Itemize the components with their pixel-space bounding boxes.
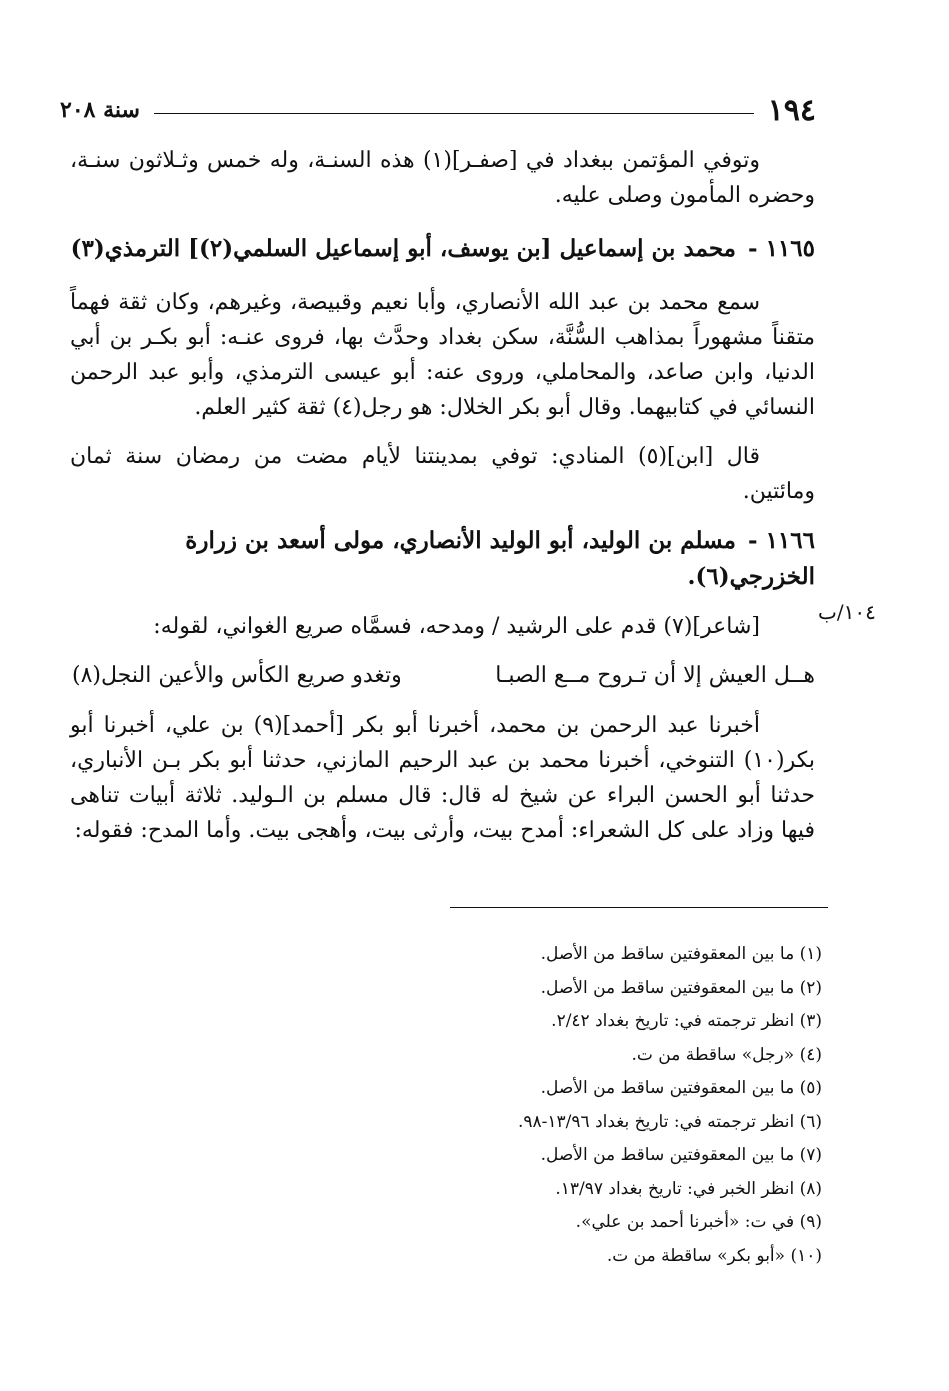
footnote: (٥) ما بين المعقوفتين ساقط من الأصل. (540, 1078, 822, 1098)
entry-number: ١١٦٦ - (748, 527, 815, 554)
footnote: (١) ما بين المعقوفتين ساقط من الأصل. (540, 944, 822, 964)
footnote: (٤) «رجل» ساقطة من ت. (631, 1044, 822, 1065)
footnote: (٩) في ت: «أخبرنا أحمد بن علي». (575, 1212, 822, 1232)
page-number: ١٩٤ (767, 92, 816, 128)
poem-verse (70, 658, 815, 694)
verse-second-hemistich: وتغدو صريع الكأس والأعين النجل(٨) (72, 663, 402, 688)
paragraph: قال [ابن](٥) المنادي: توفي بمدينتنا لأيام مضت من رمضان سنة ثمان ومائتين. (70, 444, 815, 504)
footnotes (300, 938, 822, 1273)
footnote-separator (450, 907, 828, 908)
running-header (60, 90, 816, 130)
year-label: سنة ٢٠٨ (60, 97, 140, 123)
entry-title: مسلم بن الوليد، أبو الوليد الأنصاري، مولى أسعد بن زرارة الخزرجي(٦). (185, 527, 815, 590)
paragraph: وتوفي المؤتمن ببغداد في [صفـر](١) هذه السنـة، وله خمس وثـلاثون سنـة، وحضره المأمون وصلى عليه. (70, 148, 815, 208)
entry-title: محمد بن إسماعيل [بن يوسف، أبو إسماعيل السلمي(٢)] الترمذي(٣) (70, 235, 736, 262)
main-text (70, 143, 815, 848)
paragraph: [شاعر](٧) قدم على الرشيد / ومدحه، فسمَّاه صريع الغواني، لقوله: (153, 614, 760, 639)
manuscript-folio-ref: ١٠٤/ب (818, 600, 876, 624)
footnote: (٢) ما بين المعقوفتين ساقط من الأصل. (540, 977, 822, 998)
verse-first-hemistich: هــل العيش إلا أن تـروح مــع الصبـا (495, 663, 815, 688)
footnote: (٦) انظر ترجمته في: تاريخ بغداد ١٣/٩٦-٩٨. (518, 1111, 822, 1132)
footnote: (٨) انظر الخبر في: تاريخ بغداد ١٣/٩٧. (555, 1178, 822, 1199)
paragraph: سمع محمد بن عبد الله الأنصاري، وأبا نعيم وقبيصة، وغيرهم، وكان ثقة فهماً متقناً مشهوراً بمذاهب السُّنَّة، سكن بغداد وحدَّث بها، فروى عنـه: أبو بكـر بن أبي الدنيا، وابن صاعد، والمحاملي، وروى عنه: أبو عيسى الترمذي، وأبو عبد الرحمن النسائي في كتابيهما. وقال أبو بكر الخلال: هو رجل(٤) ثقة كثير العلم. (70, 290, 815, 420)
paragraph: أخبرنا عبد الرحمن بن محمد، أخبرنا أبو بكر [أحمد](٩) بن علي، أخبرنا أبو بكر(١٠) التنوخي، أخبرنا محمد بن عبد الرحيم المازني، حدثنا أبو بكر بـن الأنباري، حدثنا أبو الحسن البراء عن شيخ له قال: قال مسلم بن الـوليد. ثلاثة أبيات تناهى فيها وزاد على كل الشعراء: أمدح بيت، وأرثى بيت، وأهجى بيت. وأما المدح: فقوله: (70, 713, 815, 843)
footnote: (١٠) «أبو بكر» ساقطة من ت. (606, 1245, 822, 1266)
footnote: (٧) ما بين المعقوفتين ساقط من الأصل. (540, 1145, 822, 1165)
biography-heading (70, 231, 815, 267)
footnote: (٣) انظر ترجمته في: تاريخ بغداد ٢/٤٢. (551, 1011, 822, 1031)
entry-number: ١١٦٥ - (748, 235, 815, 262)
header-rule (154, 113, 754, 114)
biography-heading (70, 523, 815, 595)
